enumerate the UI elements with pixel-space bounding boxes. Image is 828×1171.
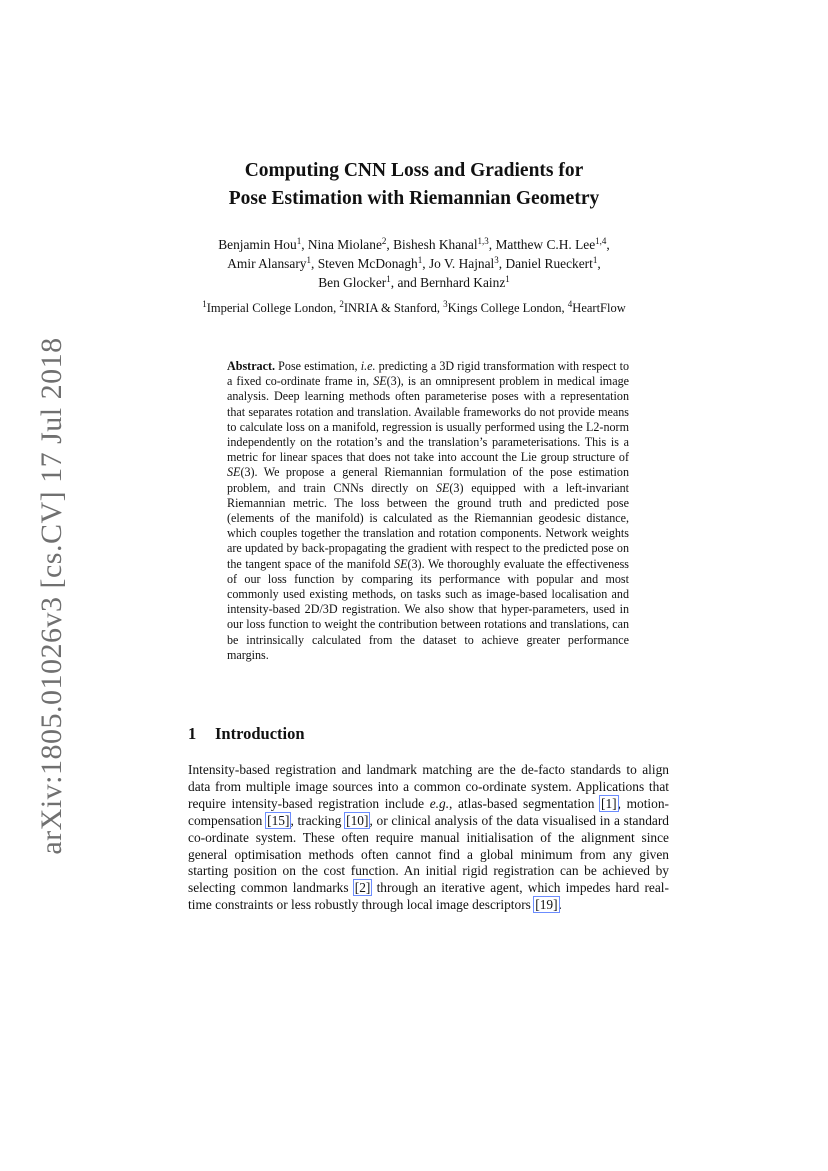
author: Daniel Rueckert$^1$ (505, 255, 598, 271)
title-line-1: Computing CNN Loss and Gradients for (244, 160, 584, 181)
introduction-paragraph: Intensity-based registration and landmark matching are the de-facto standards to align data from multiple image sources into a common co-ordinate system. Applications that require intensity-based registration include e.g., atlas-based segmentation [1], motion-compensation [15], tracking [10], or clinical analysis of the data visualised in a standard co-ordinate system. These often require manual initialisation of the alignment since general optimisation methods often cannot find a global minimum from any given starting position on the cost function. An initial rigid registration can be achieved by selecting common landmarks [2] through an iterative agent, which impedes hard real-time constraints or less robustly through local image descriptors [19]. (188, 762, 669, 913)
affiliation: $^1$Imperial College London (202, 299, 334, 315)
author: Nina Miolane$^2$ (307, 236, 387, 252)
author: Matthew C.H. Lee$^{1,4}$ (495, 236, 607, 252)
abstract-label: Abstract. (227, 359, 276, 373)
author: Steven McDonagh$^1$ (317, 255, 423, 271)
abstract-paragraph: Abstract. Pose estimation, i.e. predicting a 3D rigid transformation with respect to a fixed co-ordinate frame in, SE(3), is an omnipresent problem in medical image analysis. Deep learning methods often parameterise poses with a representation that separates rotation and translation. Available frameworks do not provide means to calculate loss on a manifold, regression is usually performed using the L2-norm independently on the rotation’s and the translation’s parameterisations. This is a metric for linear spaces that does not take into account the Lie group structure of SE(3). We propose a general Riemannian formulation of the pose estimation problem, and train CNNs directly on SE(3) equipped with a left-invariant Riemannian metric. The loss between the ground truth and predicted pose (elements of the manifold) is calculated as the Riemannian geodesic distance, which couples together the translation and rotation components. Network weights are updated by back-propagating the gradient with respect to the predicted pose on the tangent space of the manifold SE(3). We thoroughly evaluate the effectiveness of our loss function by comparing its performance with popular and most commonly used existing methods, on tasks such as image-based localisation and intensity-based 2D/3D registration. We also show that hyper-parameters, used in our loss function to weight the contribution between rotations and translations, can be intrinsically calculated from the dataset to achieve greater performance margins. (227, 359, 630, 662)
section-heading-introduction (188, 724, 305, 744)
citation-link[interactable]: [2] (354, 880, 371, 896)
author: Bishesh Khanal$^{1,3}$ (393, 236, 489, 252)
arxiv-identifier-stamp: arXiv:1805.01026v3 [cs.CV] 17 Jul 2018 (35, 337, 68, 855)
citation-link[interactable]: [15] (267, 812, 290, 828)
author: Jo V. Hajnal$^3$ (428, 255, 499, 271)
author: Ben Glocker$^1$ (318, 274, 391, 290)
author: Amir Alansary$^1$ (227, 255, 311, 271)
author: and Bernhard Kainz$^1$ (397, 274, 510, 290)
affiliation: $^3$Kings College London (443, 299, 562, 315)
author-list: Benjamin Hou$^1$, Nina Miolane$^2$, Bishesh Khanal$^{1,3}$, Matthew C.H. Lee$^{1,4}$, Amir Alansary$^1$, Steven McDonagh$^1$, Jo V. Hajnal$^3$, Daniel Rueckert$^1$, Ben Glocker$^1$, and Bernhard Kainz$^1$ (218, 236, 610, 290)
affiliation: $^4$HeartFlow (567, 299, 626, 315)
section-number: 1 (188, 724, 197, 743)
citation-link[interactable]: [10] (346, 812, 369, 828)
section-title: Introduction (215, 724, 305, 743)
author: Benjamin Hou$^1$ (218, 236, 302, 252)
citation-link[interactable]: [19] (535, 897, 558, 913)
affiliation: $^2$INRIA & Stanford (339, 299, 437, 315)
affiliation-list: $^1$Imperial College London, $^2$INRIA & Stanford, $^3$Kings College London, $^4$HeartFlow (202, 299, 626, 315)
title-line-2: Pose Estimation with Riemannian Geometry (228, 188, 600, 209)
paper-title (0, 157, 828, 213)
citation-link[interactable]: [1] (601, 795, 617, 811)
